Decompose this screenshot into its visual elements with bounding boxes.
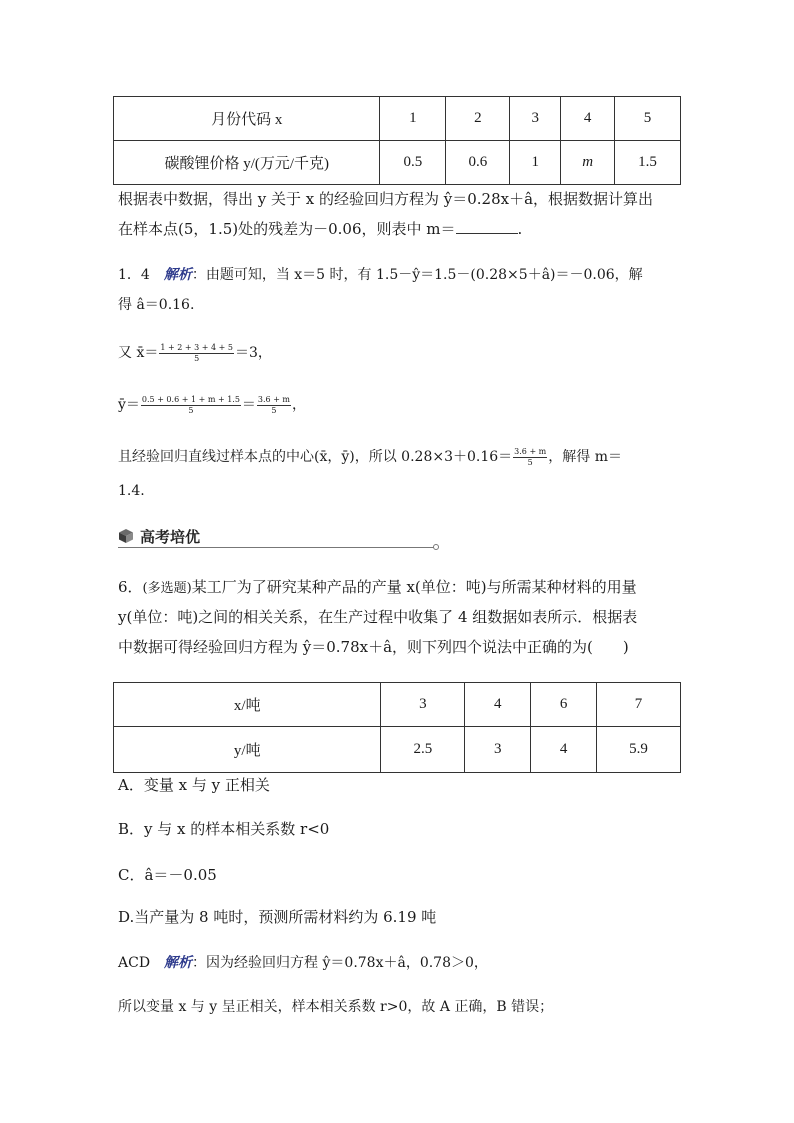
fraction-denominator: 5 — [527, 457, 533, 467]
table-cell: 4 — [531, 727, 597, 773]
table-header-cell: 月份代码 x — [114, 97, 380, 141]
answer-letters: ACD — [118, 955, 151, 971]
fraction-denominator: 5 — [271, 405, 277, 415]
table-cell: 0.6 — [446, 141, 510, 185]
section-divider — [118, 547, 434, 548]
table-cell: 1 — [510, 141, 561, 185]
question-text — [118, 576, 637, 600]
table-row — [114, 141, 681, 185]
cube-icon — [118, 528, 134, 544]
fraction — [257, 395, 291, 416]
section-header — [118, 526, 438, 548]
table-header-cell: y/吨 — [114, 727, 381, 773]
table-cell: 4 — [465, 683, 531, 727]
solution-text: ȳ＝ — [118, 397, 140, 413]
fraction — [141, 395, 241, 416]
question-text — [118, 218, 522, 240]
option-b: B．y 与 x 的样本相关系数 r<0 — [118, 820, 330, 838]
solution-text: ＝3， — [234, 345, 272, 361]
table-cell: 1.5 — [615, 141, 681, 185]
solution-text: 又 x̄＝ — [118, 345, 159, 361]
fraction-denominator: 5 — [188, 405, 194, 415]
fraction-numerator: 1 + 2 + 3 + 4 + 5 — [160, 342, 233, 352]
table-header-cell: 碳酸锂价格 y/(万元/千克) — [114, 141, 380, 185]
solution-text: ，解得 m＝ — [548, 449, 623, 465]
fraction-denominator: 5 — [194, 353, 200, 363]
fraction-numerator: 0.5 + 0.6 + 1 + m + 1.5 — [141, 394, 240, 404]
table-header-cell: x/吨 — [114, 683, 381, 727]
answer-number: 1．4 — [118, 267, 150, 283]
analysis-keyword: 解析 — [164, 955, 193, 971]
table-cell: 5 — [615, 97, 681, 141]
table-cell: 2.5 — [381, 727, 465, 773]
solution-line — [118, 446, 622, 468]
solution-line: 得 â＝0.16. — [118, 297, 195, 313]
table-cell: 3 — [510, 97, 561, 141]
solution-line — [118, 342, 272, 364]
answer-blank — [456, 219, 518, 234]
table-carbonate-price — [113, 96, 681, 185]
table-cell: 6 — [531, 683, 597, 727]
solution-text: 且经验回归直线过样本点的中心(x̄，ȳ)，所以 0.28×3＋0.16＝ — [118, 449, 513, 465]
solution-line — [118, 952, 488, 974]
fraction — [513, 447, 547, 468]
section-title: 高考培优 — [140, 528, 201, 546]
divider-end-dot — [433, 544, 439, 550]
table-row — [114, 683, 681, 727]
table-row — [114, 727, 681, 773]
question-text-part: 在样本点(5，1.5)处的残差为－0.06，则表中 m＝ — [118, 220, 456, 238]
option-c: C．â＝－0.05 — [118, 866, 217, 884]
solution-line — [118, 394, 306, 416]
solution-text: ， — [292, 397, 307, 413]
table-cell: 3 — [465, 727, 531, 773]
question-text: y(单位：吨)之间的相关关系，在生产过程中收集了 4 组数据如表所示．根据表 — [118, 608, 638, 626]
question-text: 中数据可得经验回归方程为 ŷ＝0.78x＋â，则下列四个说法中正确的为( ) — [118, 638, 629, 656]
fraction-numerator: 3.6 + m — [257, 394, 291, 404]
question-type-tag: (多选题) — [142, 581, 192, 596]
question-text-part: 某工厂为了研究某种产品的产量 x(单位：吨)与所需某种材料的用量 — [191, 578, 637, 596]
solution-line: 1.4. — [118, 483, 145, 499]
table-cell: 3 — [381, 683, 465, 727]
solution-text: ＝ — [241, 397, 256, 413]
option-a: A．变量 x 与 y 正相关 — [118, 776, 270, 794]
table-cell: 4 — [561, 97, 615, 141]
fraction-numerator: 3.6 + m — [514, 446, 547, 456]
table-cell: 0.5 — [380, 141, 446, 185]
table-cell: 2 — [446, 97, 510, 141]
table-row — [114, 97, 681, 141]
question-text-part: . — [517, 220, 523, 238]
solution-text: ：因为经验回归方程 ŷ＝0.78x＋â，0.78＞0， — [192, 955, 488, 971]
question-number: 6． — [118, 578, 143, 596]
table-cell: 5.9 — [597, 727, 681, 773]
solution-line — [118, 264, 643, 286]
question-text: 根据表中数据，得出 y 关于 x 的经验回归方程为 ŷ＝0.28x＋â，根据数据计算出 — [118, 190, 654, 208]
solution-text: ：由题可知，当 x＝5 时，有 1.5－ŷ＝1.5－(0.28×5＋â)＝－0.06，解 — [191, 267, 643, 283]
table-cell: 1 — [380, 97, 446, 141]
table-cell: m — [561, 141, 615, 185]
table-output-material — [113, 682, 681, 773]
fraction — [159, 343, 234, 364]
table-cell: 7 — [597, 683, 681, 727]
option-d: D.当产量为 8 吨时，预测所需材料约为 6.19 吨 — [118, 908, 437, 926]
solution-line: 所以变量 x 与 y 呈正相关，样本相关系数 r>0，故 A 正确，B 错误； — [118, 999, 554, 1015]
analysis-keyword: 解析 — [163, 267, 192, 283]
